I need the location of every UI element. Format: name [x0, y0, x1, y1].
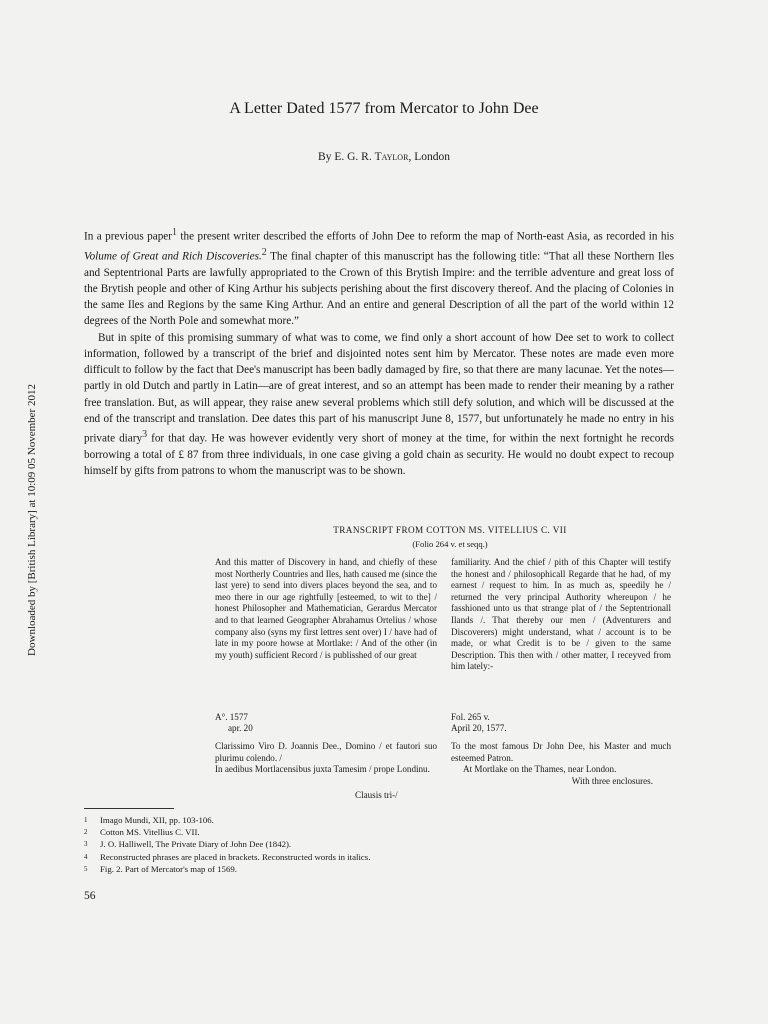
- work-title: Volume of Great and Rich Discoveries.: [84, 250, 262, 263]
- footnote-ref-1: 1: [171, 227, 177, 238]
- footnote-ref-2: 2: [261, 246, 267, 258]
- footnote-2: $^2$ Cotton MS. Vitellius C. VII.: [84, 827, 200, 838]
- footnote-ref-3: 3: [142, 428, 148, 440]
- footnote-1: $^1$ Imago Mundi, XII, pp. 103-106.: [84, 815, 214, 825]
- download-note: Downloaded by [British Library] at 10:09 05 November 2012: [26, 384, 38, 656]
- transcript-left-text: And this matter of Discovery in hand, and chiefly of these most Northerly Countries and Iles, hath caused me (since the last yere) to send into divers places beyond the sea, and to meo there in our age rightfully [esteemed, to wit to the] / honest Philosopher and Mathematician, Gerardus Mercator and to that learned Geographer Abrahamus Ortelius / whose company also (syns my first lettres sent over) I / have had of late in my poore howse at Mortlake: / And of the other (in my youth) sufficient Record / is publisshed of our great: [215, 557, 437, 660]
- author-surname: Taylor: [374, 151, 409, 163]
- transcript-folio: (Folio 264 v. et seqq.): [412, 539, 488, 549]
- article-title: A Letter Dated 1577 from Mercator to John Dee: [229, 100, 539, 117]
- english-address: To the most famous Dr John Dee, his Master and much esteemed Patron. At Mortlake on the Thames, near London. With three enclosures.: [451, 741, 671, 786]
- latin-address: Clarissimo Viro D. Joannis Dee., Domino / et fautori suo plurimu colendo. / In aedibus Mortlacensibus juxta Tamesim / prope Londinu.: [215, 741, 437, 775]
- right-folio: Fol. 265 v.: [451, 712, 490, 722]
- footnote-5: $^5$ Fig. 2. Part of Mercator's map of 1569.: [84, 863, 237, 874]
- right-date: April 20, 1577.: [451, 723, 507, 733]
- byline-prefix: By E. G. R.: [318, 151, 372, 163]
- left-date: A°. 1577: [215, 712, 248, 722]
- translation-right-text: familiarity. And the chief / pith of this Chapter will testify the honest and / philosophicall Regarde that he had, of my earnest / request to him. In as much as, speedily he / returned the very principal Authority whereupon / he fasshioned unto us that strange plat of / the Septentrionall Ilands /. That thereby our men / (Adventurers and Discoverers) might understand, what / account is to be made, or what Credit is to be / given to the same Description. This then with / other matter, I receyved from him lately:-: [451, 557, 671, 672]
- body-text: [84, 225, 674, 479]
- latin-closing: Clausis tri-/: [355, 790, 398, 800]
- left-date-2: apr. 20: [228, 723, 253, 733]
- byline: [0, 151, 768, 163]
- byline-suffix: , London: [408, 151, 450, 163]
- footnote-rule: [84, 808, 174, 809]
- paragraph-2: But in spite of this promising summary of what was to come, we find only a short account of how Dee set to work to collect information, followed by a transcript of the brief and disjointed notes sent him by Mercator. These notes are made even more difficult to follow by the fact that Dee's manuscript has been badly damaged by fire, so that there are many lacunae. Yet the notes—partly in old Dutch and partly in Latin—are of great interest, and so an attempt has been made to render their meaning by a rather free translation. But, as will appear, they raise anew several problems which still defy solution, and which will be discussed at the end of the transcript and translation. Dee dates this part of his manuscript June 8, 1577, but unfortunately he made no entry in his private diary$^3$ for that day. He was however evidently very short of money at the time, for within the next fortnight he records borrowing a total of £ 87 from three individuals, in one case giving a gold chain as security. He would no doubt expect to recoup himself by gifts from patrons to whom the manuscript was to be shown.: [84, 331, 674, 478]
- footnotes: [84, 814, 644, 875]
- paragraph-1: In a previous paper$^1$ the present writer described the efforts of John Dee to reform the map of North-east Asia, as recorded in his Volume of Great and Rich Discoveries.$^2$ The final chapter of this manuscript has the following title: “That all these Northern Iles and Septentrional Parts are lawfully appropriated to the Crown of this Brytish Impire: and the terrible adventure and great loss of the Brytish people and other of King Arthur his subjects perishing about the first discovery thereof. And the placing of Colonies in the same Iles and Regions by the same King Arthur. And an entire and general Description of all the part of the world within 12 degrees of the North Pole and somewhat more.”: [84, 227, 674, 328]
- translation-right-column: [451, 557, 671, 673]
- footnote-4: $^4$ Reconstructed phrases are placed in brackets. Reconstructed words in italics.: [84, 851, 371, 862]
- transcript-heading: TRANSCRIPT FROM COTTON MS. VITELLIUS C. VII: [333, 525, 567, 535]
- footnote-3: $^3$ J. O. Halliwell, The Private Diary of John Dee (1842).: [84, 839, 292, 850]
- transcript-left-column: [215, 557, 437, 661]
- page-number: 56: [84, 890, 96, 902]
